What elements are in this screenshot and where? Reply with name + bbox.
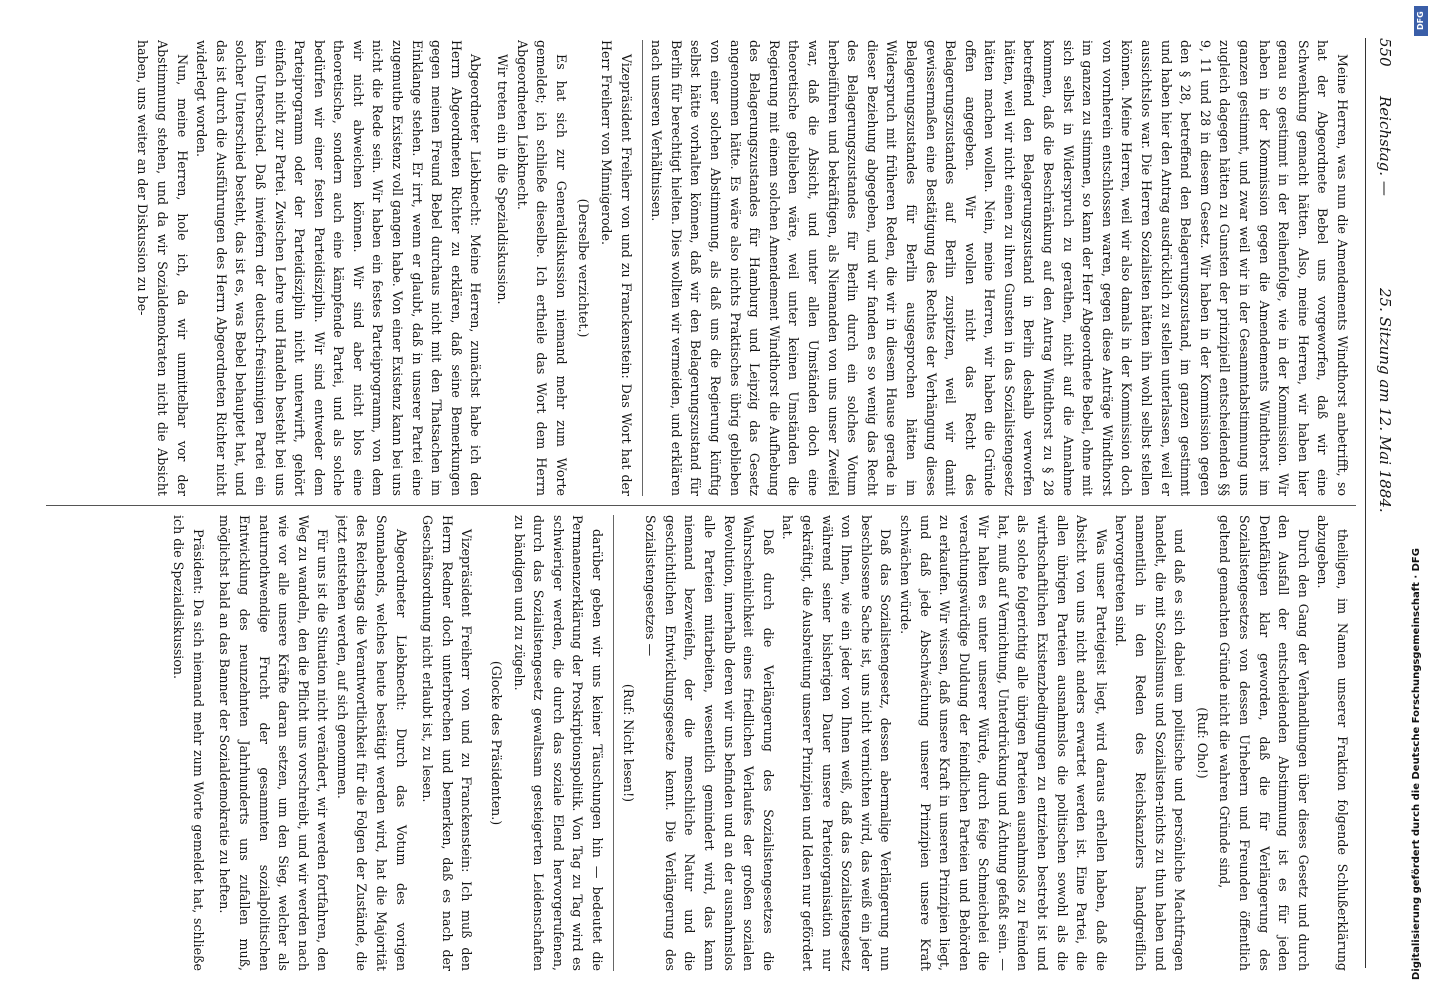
- spacer: [208, 515, 215, 971]
- paragraph: Es hat sich zur Generaldiskussion niemand mehr zum Worte gemeldet; ich schließe dieselbe. Ich ertheile das Wort dem Herrn Abgeordneten Liebknecht.: [514, 40, 569, 496]
- header-session-title: 25. Sitzung am 12. Mai 1884.: [1376, 288, 1394, 513]
- stage-direction: (Glocke des Präsidenten.): [489, 660, 505, 826]
- dfg-logo: DFG: [1414, 6, 1428, 36]
- spacer: [476, 515, 483, 971]
- paragraph: Daß durch die Verlängerung des Sozialistengesetzes die Wahrscheinlichkeit eines friedlichen Verlaufes der großen sozialen Revolution, innerhalb deren wir uns befinden und an der ausnahmslos alle Parteien mitarbeiten, wesentlich gemindert wird, das kann niemand bezweifeln, der die menschliche Natur und die geschichtlichen Entwicklungsgesetze kennt. Die Verlängerung des Sozialistengesetzes —: [643, 515, 776, 971]
- paragraph: Präsident: Da sich niemand mehr zum Worte gemeldet hat, schließe ich die Spezialdiskussion.: [171, 515, 206, 971]
- header-rule: [1365, 38, 1366, 968]
- spacer: [411, 515, 418, 971]
- paragraph: Durch den Gang der Verhandlungen über dieses Gesetz und durch den Ausfall der entscheidenden Abstimmung ist es für jeden Denkfähigen klar geworden, daß die für Verlängerung des Sozialistengesetzes von dessen Urhebern und Freunden öffentlich geltend gemachten Gründe nicht die wahren Gründe sind,: [1217, 515, 1311, 971]
- left-column: [52, 40, 1352, 496]
- paragraph: Für uns ist die Situation nicht verändert, wir werden fortfahren, den Weg zu wandeln, den die Pflicht uns vorschreibt, und wir werden nach wie vor alle unsere Kräfte daran setzen, um den Sieg, welcher als naturnothwendige Frucht der gesammten sozialpolitischen Entwicklung des neunzehnten Jahrhunderts uns zufallen muß, möglichst bald an das Banner der Sozialdemokratie zu heften.: [217, 515, 331, 971]
- stage-direction: (Ruf: Nicht lesen!): [620, 683, 636, 803]
- section-divider: [613, 515, 614, 971]
- stage-direction: (Ruf: Oho!): [1194, 707, 1210, 779]
- page-header: [1368, 38, 1394, 968]
- paragraph: Daß das Sozialistengesetz, dessen abermalige Verlängerung nun beschlossene Sache ist, uns nicht vernichten wird, das weiß ein jeder von Ihnen, wie ein jeder von Ihnen weiß, daß das Sozialistengesetz während seiner bisherigen Dauer unsere Parteiorganisation nur gekräftigt, die Ausbreitung unserer Prinzipien und Ideen nur gefördert hat.: [780, 515, 894, 971]
- right-column: [52, 515, 1352, 971]
- spacer: [485, 40, 492, 496]
- paragraph: Nun, meine Herren, hole ich, da wir unmittelbar vor der Abstimmung stehen, und da wir Sozialdemokraten nicht die Absicht haben, uns weiter an der Diskussion zu be-: [135, 40, 190, 496]
- paragraph: Abgeordneter Liebknecht: Durch das Votum des vorigen Sonnabends, welches heute bestätigt werden wird, hat die Majorität des Reichstags die Verantwortlichkeit für die Folgen der Zustände, die jetzt entstehen werden, auf sich genommen.: [334, 515, 409, 971]
- paragraph: darüber geben wir uns keiner Täuschungen hin — bedeutet die Permanenzerklärung der Proskriptionspolitik. Von Tag zu Tag wird es schwieriger werden, die durch das soziale Elend hervorgerufenen, durch das Sozialistengesetz gewaltsam gesteigerten Leidenschaften zu bändigen und zu zügeln.: [511, 515, 606, 971]
- paragraph: Meine Herren, was nun die Amendements Windthorst anbetrifft, so hat der Abgeordnete Bebel uns vorgeworfen, daß wir eine Schwenkung gemacht hätten. Also, meine Herren, wir haben hier genau so gestimmt in der Reihenfolge, wie in der Kommission. Wir haben in der Kommission gegen die Amendements Windthorst im ganzen gestimmt, und zwar weil wir in der Gesammtabstimmung uns zugleich dagegen hätten zu Gunsten der prinzipiell entscheidenden §§ 9, 11 und 28 in diesem Gesetz. Wir haben in der Kommission gegen den § 28, betreffend den Belagerungszustand, im ganzen gestimmt und haben hier den Antrag ausdrücklich zu stellen unterlassen, weil er aussichtslos war. Die Herren Sozialisten hätten ihn wohl selbst stellen können. Meine Herren, weil wir also damals in der Kommission doch von vornherein entschlossen waren, gegen diese Anträge Windthorst im ganzen zu stimmen, so kann der Herr Abgeordnete Bebel, ohne mit sich selbst in Widerspruch zu gerathen, nicht auf die Annahme kommen, daß die Beschränkung auf den Antrag Windthorst zu § 28 betreffend den Belagerungszustand in Berlin deshalb verworfen hätten, weil wir nicht einen zu ihren Gunsten in das Sozialistengesetz hätten machen wollen. Nein, meine Herren, wir haben die Gründe offen angegeben. Wir wollen nicht das Recht des Belagerungszustandes auf Berlin zuspitzen, weil wir damit gewissermaßen eine Bestätigung des Rechtes der Verhängung dieses Belagerungszustandes für Berlin ausgesprochen hätten im Widerspruch mit früheren Reden, die wir in diesem Hause gerade in dieser Beziehung abgegeben, und wir fanden es so wenig das Recht des Belagerungszustandes für Berlin durch ein solches Votum herbeiführen und bekräftigen, als Niemanden von uns unser Zweifel war, daß die Absicht, und unter allen Umständen doch eine theoretische geblieben wäre, weil unter keinen Umständen die Regierung mit einem solchen Amendement Windthorst die Aufhebung des Belagerungszustandes für Hamburg und Leipzig das Gesetz angenommen hätte. Es wäre also nichts Praktisches übrig geblieben von einer solchen Abstimmung, als daß uns die Regierung künftig selbst hätte vorhalten können, daß wir den Belagerungszustand für Berlin für berechtigt hielten. Dies wollten wir vermeiden, und erklären nach unseren Verhältnissen.: [649, 40, 1350, 496]
- paragraph: theiligen, im Namen unserer Fraktion folgende Schlußerklärung abzugeben.: [1315, 515, 1350, 971]
- column-rule: [46, 505, 1356, 506]
- paragraph: Vizepräsident Freiherr von und zu Franckenstein: Das Wort hat der Herr Freiherr von Minnigerode.: [599, 40, 634, 496]
- page-number: 550: [1376, 38, 1394, 67]
- paragraph: und daß es sich dabei um politische und persönliche Machtfragen handelt, die mit Sozialismus und Sozialisten-nichts zu thun haben und namentlich in den Reden des Reichskanzlers handgreiflich hervorgetreten sind.: [1113, 515, 1188, 971]
- section-divider: [642, 40, 643, 496]
- stage-direction: (Derselbe verzichtet.): [576, 198, 592, 338]
- paragraph: Abgeordneter Liebknecht: Meine Herren, zunächst habe ich den Herrn Abgeordneten Richter zu erklären, daß seine Bemerkungen gegen meinen Freund Bebel durchaus nicht mit den Thatsachen im Einklange stehen. Er irrt, wenn er glaubt, daß in unserer Partei eine zugemuthe Existenz voll gangen habe. Von einer Existenz kann bei uns nicht die Rede sein. Wir haben ein festes Parteiprogramm, von dem wir nicht abweichen können. Wir sind aber nicht blos eine theoretische, sondern auch eine kämpfende Partei, und als solche bedürfen wir einer festen Parteidisziplin. Wir sind entweder dem Parteiprogramm oder der Parteidisziplin nicht unterwirft, gehört einfach nicht zur Partei. Zwischen Lehre und Handeln besteht bei uns kein Unterschied. Daß inwiefern der deutsch-freisinnigen Partei ein solcher Unterschied besteht, das ist es, was Bebel behauptet hat, und das ist durch die Ausführungen des Herrn Abgeordneten Richter nicht widerlegt worden.: [194, 40, 484, 496]
- paragraph: Vizepräsident Freiherr von und zu Franckenstein: Ich muß den Herrn Redner doch unterbrechen und bemerken, daß es nach der Geschäftsordnung nicht erlaubt ist, zu lesen.: [420, 515, 475, 971]
- header-left-title: Reichstag. —: [1376, 96, 1394, 196]
- paragraph: Wir treten ein in die Spezialdiskussion.: [495, 54, 511, 305]
- credit-text: Digitalisierung gefördert durch die Deutsche Forschungsgemeinschaft · DFG: [1411, 548, 1422, 980]
- paragraph: Was unser Parteigeist liegt, wird daraus erhellen haben, daß die Absicht von uns nicht anders erwartet werden ist. Eine Partei, die allen übrigen Parteien ausnahmslos die politischen sowohl als die wirthschaftlichen Existenzbedingungen zu entziehen bestrebt ist und als solche folgerichtig alle übrigen Parteien ausnahmslos zu Feinden hat, muß auf Vernichtung, Unterdrückung und Ächtung gefaßt sein. — Wir halten es unter unserer Würde, durch feige Schmeichelei die verachtungswürdige Duldung der feindlichen Parteien und Behörden zu erkaufen. Wir wissen, daß unsere Kraft in unseren Prinzipien liegt, und daß jede Abschwächung unserer Prinzipien unsere Kraft schwächen würde.: [897, 515, 1109, 971]
